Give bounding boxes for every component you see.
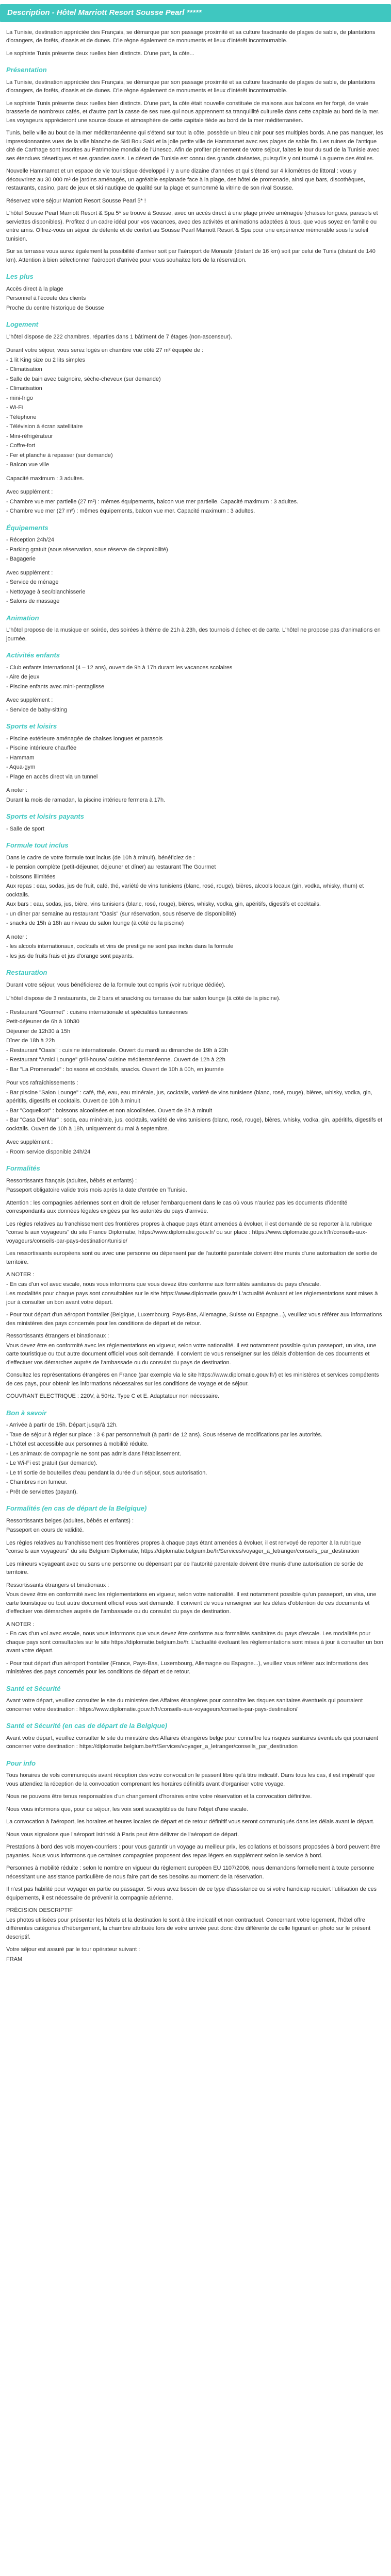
logement-section xyxy=(6,319,385,516)
text-line: - Piscine intérieure chauffée xyxy=(6,745,77,751)
text-line: - Climatisation xyxy=(6,366,42,372)
section-title-info: Pour info xyxy=(6,1759,36,1767)
text-line: Avec supplément : xyxy=(6,1139,53,1145)
text-line: - Mini-réfrigérateur xyxy=(6,433,53,439)
text-line: Petit-déjeuner de 6h à 10h30 xyxy=(6,1019,79,1025)
text-line: - Salons de massage xyxy=(6,598,60,604)
text-line: - Piscine extérieure aménagée de chaises longues et parasols xyxy=(6,735,163,742)
text-line: L'hôtel dispose de 222 chambres, réparties dans 1 bâtiment de 7 étages (non-ascenseur). xyxy=(6,333,233,340)
section-title-animation: Animation xyxy=(6,614,39,622)
presentation-section xyxy=(6,65,385,264)
text-line: PRÉCISION DESCRIPTIF xyxy=(6,1907,73,1913)
section-title-equipements: Équipements xyxy=(6,523,48,532)
text-line: - Aqua-gym xyxy=(6,764,36,770)
text-line: - Chambre vue mer (27 m²) : mêmes équipements, balcon vue mer. Capacité maximum : 3 adultes. xyxy=(6,508,255,514)
text-paragraph: Il n'est pas habilité pour voyager en partie ou passager. Si vous avez besoin de ce type d'assistance ou si votre handicap requiert l'utilisation de ces équipements, il est nécessaire de prévenir la compagnie aérienne. xyxy=(6,1886,377,1901)
text-line: - Club enfants international (4 – 12 ans), ouvert de 9h à 17h durant les vacances scolaires xyxy=(6,664,233,671)
loisirs-payants-section xyxy=(6,811,385,833)
text-line: Aux repas : eau, sodas, jus de fruit, café, thé, variété de vins tunisiens (blanc, rosé, rouge), bières, alcools locaux (gin, vodka, whisky, rhum) et cocktails. xyxy=(6,883,364,898)
text-line: - Piscine enfants avec mini-pentaglisse xyxy=(6,683,105,690)
text-paragraph: Les règles relatives au franchissement des frontières propres à chaque pays étant amenées à évoluer, il est renvoyé de reporter à la rubrique "conseils aux voyageurs" du site Belgium Diplomatie, https://diplomatie.belgium.be/fr/Services/voyager_a_letranger/conseils_par_destination xyxy=(6,1539,361,1554)
text-paragraph: Passeport obligatoire valide trois mois après la date d'entrée en Tunisie. xyxy=(6,1187,187,1193)
section-title-sante: Santé et Sécurité xyxy=(6,1684,61,1692)
text-line: - Le tri sortie de bouteilles d'eau pendant la durée d'un séjour, sous autorisation. xyxy=(6,1469,207,1476)
text-line: - Hammam xyxy=(6,754,35,761)
text-paragraph: - Pour tout départ d'un aéroport frontalier (Belgique, Luxembourg, Pays-Bas, Allemagne, Suisse ou Espagne...), veuillez vous référer aux informations des ministères des pays concernés pour les conditions de départ et de retour. xyxy=(6,1312,382,1327)
text-paragraph: Consultez les représentations étrangères en France (par exemple via le site https://www.diplomatie.gouv.fr/) et les ministères et services compétents de ces pays, pour obtenir les informations nécessaires sur les conditions de voyage et de séjour. xyxy=(6,1372,379,1387)
intro-paragraph: Le sophiste Tunis présente deux ruelles bien distincts. D'une part, la côte... xyxy=(6,50,194,57)
text-paragraph: Les mineurs voyageant avec ou sans une personne ou dépensant par de l'autorité parentale doivent être munis d'une autorisation de sortie de territoire. xyxy=(6,1561,364,1575)
sports-section xyxy=(6,721,385,804)
text-line: - Wi-Fi xyxy=(6,404,23,411)
text-line: - Réception 24h/24 xyxy=(6,537,54,543)
list-item: Proche du centre historique de Sousse xyxy=(6,304,104,311)
list-item: Personnel à l'écoute des clients xyxy=(6,295,86,301)
text-line: - un dîner par semaine au restaurant "Oasis" (sur réservation, sous réserve de disponibilité) xyxy=(6,910,236,917)
text-line: - 1 lit King size ou 2 lits simples xyxy=(6,357,85,363)
section-title-sports: Sports et loisirs xyxy=(6,722,57,730)
section-title-restauration: Restauration xyxy=(6,969,47,976)
text-paragraph: - En cas d'un vol avec escale, nous vous informons que vous devez être conforme aux formalités sanitaires du pays d'escale. Les modalités pour chaque pays sont consultables sur le site https://diplomatie.belgium.be/fr. L'actualité évoluant les réglementations sont mises à jour à consulter un bon avant votre départ. xyxy=(6,1631,383,1654)
section-title-loisirs-payants: Sports et loisirs payants xyxy=(6,812,84,820)
text-line: - Climatisation xyxy=(6,385,42,392)
text-line: L'hôtel dispose de 3 restaurants, de 2 bars et snacking ou terrasse du bar salon lounge (à côté de la piscine). xyxy=(6,995,281,1002)
text-paragraph: Nous vous signalons que l'aéroport Istrinski à Paris peut être délivrer de l'aéroport de départ. xyxy=(6,1831,239,1838)
animation-section xyxy=(6,613,385,643)
text-line: Ressortissants étrangers et binationaux : xyxy=(6,1333,109,1339)
text-paragraph: La convocation à l'aéroport, les horaires et heures locales de départ et de retour définitif vous seront communiqués dans les délais avant le départ. xyxy=(6,1819,374,1825)
text-line: - Nettoyage à sec/blanchisserie xyxy=(6,588,86,595)
text-line: - Plage en accès direct via un tunnel xyxy=(6,773,98,780)
equipements-section xyxy=(6,523,385,606)
text-paragraph: Attention : les compagnies aériennes sont en droit de refuser l'embarquement dans le cas où vous n'auriez pas les documents d'identité correspondants aux données légales exigées par les autorités du pays d'arrivée. xyxy=(6,1199,348,1214)
section-title-plus: Les plus xyxy=(6,273,34,280)
text-paragraph: Vous devez être en conformité avec les réglementations en vigueur, selon votre nationalité. Il est notamment possible qu'un passeport, un visa, une carte touristique ou tout autre document officiel vous soit demandé. Il convient de vous renseigner sur les délais d'obtention de ces documents et d'effectuer vos démarches auprès de l'ambassade ou du consulat du pays de destination. xyxy=(6,1342,377,1366)
sante-belgique-section xyxy=(6,1721,385,1751)
text-line: - Aire de jeux xyxy=(6,674,40,680)
text-paragraph: Avant votre départ, veuillez consulter le site du ministère des Affaires étrangères belge pour connaître les risques sanitaires éventuels qui pourraient concerner votre destination : https://diplomatie.belgium.be/fr/Services/voyager_a_letranger/conseils_par_destination xyxy=(6,1735,379,1750)
text-paragraph: Prestations à bord des vols moyen-courriers : pour vous garantir un voyage au meilleur prix, les collations et boissons proposées à bord peuvent être payantes. Nous vous informons que certaines compagnies proposent des repas légers en supplément selon le service à bord. xyxy=(6,1844,381,1859)
section-title-presentation: Présentation xyxy=(6,66,47,74)
bon-savoir-section xyxy=(6,1408,385,1497)
text-line: Dans le cadre de votre formule tout inclus (de 10h à minuit), bénéficiez de : xyxy=(6,854,195,861)
info-section xyxy=(6,1758,385,1964)
formule-section xyxy=(6,840,385,960)
text-paragraph: COUVRANT ELECTRIQUE : 220V, à 50Hz. Type C et E. Adaptateur non nécessaire. xyxy=(6,1393,220,1399)
text-line: A NOTER : xyxy=(6,1272,35,1278)
text-line: - Balcon vue ville xyxy=(6,462,50,468)
intro-paragraph: La Tunisie, destination appréciée des Français, se démarque par son passage proximité et sa culture fascinante de plages de sable, de plantations d'orangers, de forêts, d'oasis et de dunes. D'le règne également de monuments et lieux d'intérêt incontournable. xyxy=(6,29,376,44)
text-line: - boissons illimitées xyxy=(6,873,56,880)
presentation-paragraph: Nouvelle Hammamet et un espace de vie touristique développé il y a une dizaine d'années et qui s'étend sur 4 kilomètres de littoral : vous y découvrirez au 30 000 m² de jardins aménagés, un agréable esplanade face à la plage, des hôtel de promenade, ainsi que bars, discothèques, restaurants, casino, parc de jeux et ski nautique de qualité sur la plage et surnommé la vitrine de son rival Sousse. xyxy=(6,168,365,191)
section-title-formalites-belgique: Formalités (en cas de départ de la Belgique) xyxy=(6,1504,147,1512)
text-paragraph: Vous devez être en conformité avec les réglementations en vigueur, selon votre nationalité. Il est notamment possible qu'un passeport, un visa, une carte touristique ou tout autre document officiel vous soit demandé. Il convient de vous renseigner sur les délais d'obtention de ces documents et d'effectuer vos démarches auprès de l'ambassade ou du consulat du pays de destination. xyxy=(6,1591,377,1615)
section-title-sante-belgique: Santé et Sécurité (en cas de départ de la Belgique) xyxy=(6,1722,168,1730)
section-title-formule: Formule tout inclus xyxy=(6,841,69,849)
text-line: A noter : xyxy=(6,787,27,793)
text-line: - Restaurant "Oasis" : cuisine internationale. Ouvert du mardi au dimanche de 19h à 23h xyxy=(6,1047,229,1054)
enfants-section xyxy=(6,650,385,714)
text-line: - Room service disponible 24h/24 xyxy=(6,1148,91,1155)
text-line: L'hôtel propose de la musique en soirée, des soirées à thème de 21h à 23h, des tournois d'échec et de carte. L'hôtel ne propose pas d'animations en journée. xyxy=(6,627,381,642)
text-line: Déjeuner de 12h30 à 15h xyxy=(6,1028,71,1035)
section-title-formalites: Formalités xyxy=(6,1164,40,1172)
text-line: Ressortissants étrangers et binationaux : xyxy=(6,1582,109,1588)
text-paragraph: Nous ne pouvons être tenus responsables d'un changement d'horaires entre votre réservation et la convocation définitive. xyxy=(6,1793,312,1800)
text-line: - Taxe de séjour à régler sur place : 3 € par personne/nuit (à partir de 12 ans). Sous réserve de modifications par les autorités. xyxy=(6,1431,323,1438)
text-paragraph: Personnes à mobilité réduite : selon le nombre en vigueur du règlement européen EU 1107/2006, nous demandons formellement à toute personne nécessitant une assistance particulière de nous faire part de ses besoins au moment de la réservation. xyxy=(6,1865,374,1880)
sante-section xyxy=(6,1684,385,1714)
presentation-paragraph: Tunis, belle ville au bout de la mer méditerranéenne qui s'étend sur tout la côte, possède un bleu clair pour ses multiples bords. A ne pas manquer, les impressionnantes vues de la ville blanche de Sidi Bou Said et la jolie petite ville de Hammamet avec ses plages de sable fin. Les ruines de l'antique cité de Carthage sont inscrites au Patrimoine mondial de l'Unesco. Afin de profiter pleinement de votre séjour, faites le tour du sud de la Tunisie avec ses étendues désertiques et ses grandes oasis. Le désert de Tunisie est connu des grands cinéastes, puisqu'ils y ont tourné La guerre des étoiles. xyxy=(6,130,383,162)
formalites-belgique-section xyxy=(6,1503,385,1676)
text-line: - Arrivée à partir de 15h. Départ jusqu'à 12h. xyxy=(6,1422,118,1428)
text-line: A NOTER : xyxy=(6,1621,35,1628)
text-paragraph: Passeport en cours de validité. xyxy=(6,1527,84,1533)
text-line: - Télévision à écran satellitaire xyxy=(6,423,83,430)
text-line: Avec supplément : xyxy=(6,697,53,703)
text-line: - Téléphone xyxy=(6,414,37,420)
text-paragraph: Les ressortissants européens sont ou avec une personne ou dépensent par de l'autorité parentale doivent être munis d'une autorisation de sortie de territoire. xyxy=(6,1250,378,1265)
restauration-section xyxy=(6,968,385,1156)
text-line: - Coffre-fort xyxy=(6,443,36,449)
text-line: Capacité maximum : 3 adultes. xyxy=(6,475,85,482)
text-line: - Restaurant "Gourmet" : cuisine internationale et spécialités tunisiennes xyxy=(6,1009,188,1015)
section-title-enfants: Activités enfants xyxy=(6,651,60,659)
text-line: - Le Wi-Fi est gratuit (sur demande). xyxy=(6,1460,97,1466)
text-line: - Bar "Coquelicot" : boissons alcoolisées et non alcoolisées. Ouvert de 8h à minuit xyxy=(6,1107,213,1114)
text-line: - Chambres non fumeur. xyxy=(6,1479,68,1485)
text-line: - le pension complète (petit-déjeuner, déjeuner et dîner) au restaurant The Gourmet xyxy=(6,864,216,870)
text-line: - Les animaux de compagnie ne sont pas admis dans l'établissement. xyxy=(6,1450,182,1457)
text-paragraph: Les règles relatives au franchissement des frontières propres à chaque pays étant amenées à évoluer, il est demandé de se reporter à la rubrique "conseils aux voyageurs" du site France Diplomatie, https://www.diplomatie.gouv.fr/ ou sur place : https://www.diplomatie.gouv.fr/fr/conseils-aux-voyageurs/conseils-par-pays-destination/tunisie/ xyxy=(6,1221,372,1244)
text-line: - Service de ménage xyxy=(6,579,59,585)
text-line: - Parking gratuit (sous réservation, sous réserve de disponibilité) xyxy=(6,546,168,553)
section-title-logement: Logement xyxy=(6,320,39,328)
text-line: A noter : xyxy=(6,934,27,940)
text-line: Aux bars : eau, sodas, jus, bière, vins tunisiens (blanc, rosé, rouge), bières, whisky, vodka, gin, apéritifs, digestifs et cocktails. xyxy=(6,901,321,907)
presentation-paragraph: Sur sa terrasse vous aurez également la possibilité d'arriver soit par l'aéroport de Monastir (distant de 16 km) soit par celui de Tunis (distant de 140 km). Attention à bien sélectionner l'aéroport d'arrivée pour vous souhaitez lors de la réservation. xyxy=(6,248,376,263)
presentation-paragraph: Réservez votre séjour Marriott Resort Sousse Pearl 5* ! xyxy=(6,197,146,204)
text-paragraph: Nous vous informons que, pour ce séjour, les voix sont susceptibles de faire l'objet d'une escale. xyxy=(6,1806,248,1812)
intro-section xyxy=(6,28,385,58)
text-line: - Bar piscine "Salon Lounge" : café, thé, eau, eau minérale, jus, cocktails, variété de vins tunisiens (blanc, rosé, rouge), bières, whisky, vodka, gin, apéritifs, digestifs et cocktails. Ouvert de 10h à minuit xyxy=(6,1089,372,1104)
text-paragraph: - Pour tout départ d'un aéroport frontalier (France, Pays-Bas, Luxembourg, Allemagne ou Espagne...), veuillez vous référer aux informations des ministères des pays concernés pour les conditions de départ et de retour. xyxy=(6,1660,368,1675)
plus-section xyxy=(6,272,385,312)
formalites-section xyxy=(6,1163,385,1401)
text-line: Votre séjour est assuré par le tour opérateur suivant : xyxy=(6,1946,140,1953)
list-item: Accès direct à la plage xyxy=(6,285,63,292)
page-title: Description - Hôtel Marriott Resort Sousse Pearl ***** xyxy=(0,4,391,22)
text-line: - les jus de fruits frais et jus d'orange sont payants. xyxy=(6,953,134,959)
text-line: Avec supplément : xyxy=(6,569,53,576)
text-line: - Salle de bain avec baignoire, sèche-cheveux (sur demande) xyxy=(6,376,161,382)
text-line: Pour vos rafraîchissements : xyxy=(6,1080,78,1086)
text-line: Ressortissants français (adultes, bébés et enfants) : xyxy=(6,1177,137,1184)
text-line: Ressortissants belges (adultes, bébés et enfants) : xyxy=(6,1517,134,1524)
text-line: FRAM xyxy=(6,1956,23,1962)
text-line: Avec supplément : xyxy=(6,489,53,495)
text-line: - snacks de 15h à 18h au niveau du salon lounge (à côté de la piscine) xyxy=(6,920,184,926)
text-paragraph: Tous horaires de vols communiqués avant réception des votre convocation le passent libre qu'à titre indicatif. Dans tous les cas, il est impératif que vous attendiez la réception de la convocation comprenant les horaires définitifs avant d'organiser votre voyage. xyxy=(6,1772,375,1787)
presentation-paragraph: L'hôtel Sousse Pearl Marriott Resort & Spa 5* se trouve à Sousse, avec un accès direct à une plage privée aménagée (chaises longues, parasols et serviettes disponibles). Profitez d'un cadre idéal pour vos vacances, avec des activités et animations adaptées à tous, que vous soyez en famille ou entre amis. Offrez-vous un séjour de détente et de confort au Sousse Pearl Marriott Resort & Spa pour une expérience mémorable sous le soleil tunisien. xyxy=(6,210,378,242)
text-line: Durant votre séjour, vous serez logés en chambre vue côté 27 m² équipée de : xyxy=(6,347,204,353)
text-line: - Bar "La Promenade" : boissons et cocktails, snacks. Ouvert de 10h à 00h, en journée xyxy=(6,1066,224,1073)
text-line: - les alcools internationaux, cocktails et vins de prestige ne sont pas inclus dans la formule xyxy=(6,943,234,950)
content xyxy=(0,28,391,1964)
presentation-paragraph: Le sophiste Tunis présente deux ruelles bien distincts. D'une part, la côte était nouvelle constituée de maisons aux balcons en fer forgé, de vraie brasserie de nombreux cafés, et d'autre part la casse de ses rues qui nous apprennent sa tranquillité culturelle dans cette capitale au bord de la mer. Les voyageurs apprécieront une source douce et atmosphère de cette capitale tiède au bord de la mer méditerranéen. xyxy=(6,100,380,124)
presentation-paragraph: La Tunisie, destination appréciée des Français, se démarque par son passage proximité et sa culture fascinante de plages de sable, de plantations d'orangers, de forêts, d'oasis et de dunes. D'le règne également de monuments et lieux d'intérêt incontournable. xyxy=(6,79,376,94)
text-paragraph: Les photos utilisées pour présenter les hôtels et la destination le sont à titre indicatif et non contractuel. Concernant votre logement, l'hôtel offre différentes catégories d'hébergement, la chambre attribuée lors de votre arrivée peut donc être différente de celle figurant en photo sur le présent descriptif. xyxy=(6,1917,371,1940)
text-line: - Chambre vue mer partielle (27 m²) : mêmes équipements, balcon vue mer partielle. Capacité maximum : 3 adultes. xyxy=(6,498,299,505)
text-line: - Fer et planche à repasser (sur demande) xyxy=(6,452,113,459)
text-line: - Prêt de serviettes (payant). xyxy=(6,1488,78,1495)
text-paragraph: Les modalités pour chaque pays sont consultables sur le site https://www.diplomatie.gouv.fr/ L'actualité évoluant et les réglementations sont mises à jour à consulter un bon avant votre départ. xyxy=(6,1291,378,1306)
text-line: - Service de baby-sitting xyxy=(6,706,67,713)
text-line: - Salle de sport xyxy=(6,825,44,832)
text-line: - L'hôtel est accessible aux personnes à mobilité réduite. xyxy=(6,1441,149,1447)
text-line: Durant votre séjour, vous bénéficierez de la formule tout compris (voir rubrique dédiée). xyxy=(6,981,225,988)
text-line: Dîner de 18h à 22h xyxy=(6,1038,55,1044)
text-line: - Bar "Casa Del Mar" : soda, eau minérale, jus, cocktails, variété de vins tunisiens (blanc, rosé, rouge), bières, whisky, vodka, gin, apéritifs, digestifs et cocktails. Ouvert de 10h à 18h, uniquement du mai à septembre. xyxy=(6,1117,383,1132)
text-line: - mini-frigo xyxy=(6,395,33,401)
text-paragraph: Avant votre départ, veuillez consulter le site du ministère des Affaires étrangères pour connaître les risques sanitaires éventuels qui pourraient concerner votre destination : https://www.diplomatie.gouv.fr/fr/conseils-aux-voyageurs/conseils-par-pays-destination/ xyxy=(6,1698,363,1713)
text-line: - En cas d'un vol avec escale, nous vous informons que vous devez être conforme aux formalités sanitaires du pays d'escale. xyxy=(6,1281,321,1287)
text-line: - Restaurant "Amici Lounge" grill-house/ cuisine méditerranéenne. Ouvert de 12h à 22h xyxy=(6,1057,225,1063)
text-line: Durant la mois de ramadan, la piscine intérieure fermera à 17h. xyxy=(6,796,166,803)
text-line: - Bagagerie xyxy=(6,556,36,562)
section-title-bon-savoir: Bon à savoir xyxy=(6,1409,47,1417)
